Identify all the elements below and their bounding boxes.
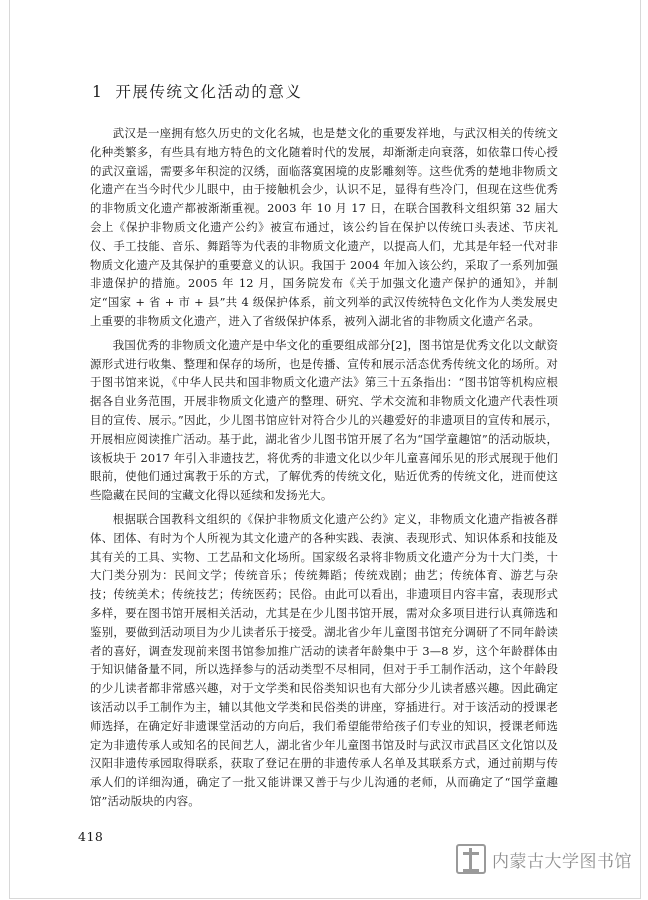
body-text bbox=[90, 124, 558, 816]
page-number: 418 bbox=[78, 829, 104, 844]
watermark-text: 内蒙古大学图书馆 bbox=[492, 851, 632, 872]
library-logo-icon bbox=[456, 844, 486, 874]
paragraph-3: 根据联合国教科文组织的《保护非物质文化遗产公约》定义，非物质文化遗产指被各群体、团体、有时为个人所视为其文化遗产的各种实践、表演、表现形式、知识体系和技能及其有关的工具、实物、工艺品和文化场所。国家级名录将非物质文化遗产分为十大门类，十大门类分别为：民间文学；传统音乐；传统舞蹈；传统戏剧；曲艺；传统体育、游艺与杂技；传统美术；传统技艺；传统医药；民俗。由此可以看出，非遗项目内容丰富，表现形式多样，要在图书馆开展相关活动，尤其是在少儿图书馆开展，需对众多项目进行认真筛选和鉴别，要做到活动项目为少儿读者乐于接受。湖北省少年儿童图书馆充分调研了不同年龄读者的喜好，调查发现前来图书馆参加推广活动的读者年龄集中于 3—8 岁，这个年龄群体由于知识储备量不同，所以选择参与的活动类型不尽相同，但对于手工制作活动，这个年龄段的少儿读者都非常感兴趣，对于文学类和民俗类知识也有大部分少儿读者感兴趣。因此确定该活动以手工制作为主，辅以其他文学类和民俗类的讲座，穿插进行。对于该活动的授课老师选择，在确定好非遗课堂活动的方向后，我们希望能带给孩子们专业的知识，授课老师选定为非遗传承人或知名的民间艺人，湖北省少年儿童图书馆及时与武汉市武昌区文化馆以及汉阳非遗传承园取得联系，获取了登记在册的非遗传承人名单及其联系方式，通过前期与传承人们的详细沟通，确定了一批又能讲课又善于与少儿沟通的老师，从而确定了“国学童趣馆”活动版块的内容。 bbox=[90, 511, 558, 808]
paragraph-1: 武汉是一座拥有悠久历史的文化名城，也是楚文化的重要发祥地，与武汉相关的传统文化种类繁多，有些具有地方特色的文化随着时代的发展，却渐渐走向衰落，如依靠口传心授的武汉童谣，需要多年积淀的汉绣，面临落寞困境的皮影雕刻等。这些优秀的楚地非物质文化遗产在当今时代少儿眼中，由于接触机会少，认识不足，显得有些冷门，但现在这些优秀的非物质文化遗产都被渐渐重视。2003 年 10 月 17 日，在联合国教科文组织第 32 届大会上《保护非物质文化遗产公约》被宣布通过，该公约旨在保护以传统口头表述、节庆礼仪、手工技能、音乐、舞蹈等为代表的非物质文化遗产，以提高人们，尤其是年轻一代对非物质文化遗产及其保护的重要意义的认识。我国于 2004 年加入该公约，采取了一系列加强非遗保护的措施。2005 年 12 月，国务院发布《关于加强文化遗产保护的通知》，并制定“国家 + 省 + 市 + 县”共 4 级保护体系，前文列举的武汉传统特色文化作为人类发展史上重要的非物质文化遗产，进入了省级保护体系，被列入湖北省的非物质文化遗产名录。 bbox=[90, 126, 558, 328]
section-title: 开展传统文化活动的意义 bbox=[115, 83, 303, 101]
section-number: 1 bbox=[92, 83, 104, 101]
library-watermark bbox=[456, 844, 632, 874]
paragraph-2: 我国优秀的非物质文化遗产是中华文化的重要组成部分[2]，图书馆是优秀文化以文献资源形式进行收集、整理和保存的场所，也是传播、宣传和展示活态优秀传统文化的场所。对于图书馆来说，《中华人民共和国非物质文化遗产法》第三十五条指出：“图书馆等机构应根据各自业务范围，开展非物质文化遗产的整理、研究、学术交流和非物质文化遗产代表性项目的宣传、展示。”因此，少儿图书馆应针对符合少儿的兴趣爱好的非遗项目的宣传和展示，开展相应阅读推广活动。基于此，湖北省少儿图书馆开展了名为“国学童趣馆”的活动版块，该板块于 2017 年引入非遗技艺，将优秀的非遗文化以少年儿童喜闻乐见的形式展现于他们眼前，使他们通过寓教于乐的方式，了解优秀的传统文化，贴近优秀的传统文化，进而使这些隐藏在民间的宝藏文化得以延续和发扬光大。 bbox=[90, 337, 558, 503]
section-heading bbox=[92, 80, 302, 102]
